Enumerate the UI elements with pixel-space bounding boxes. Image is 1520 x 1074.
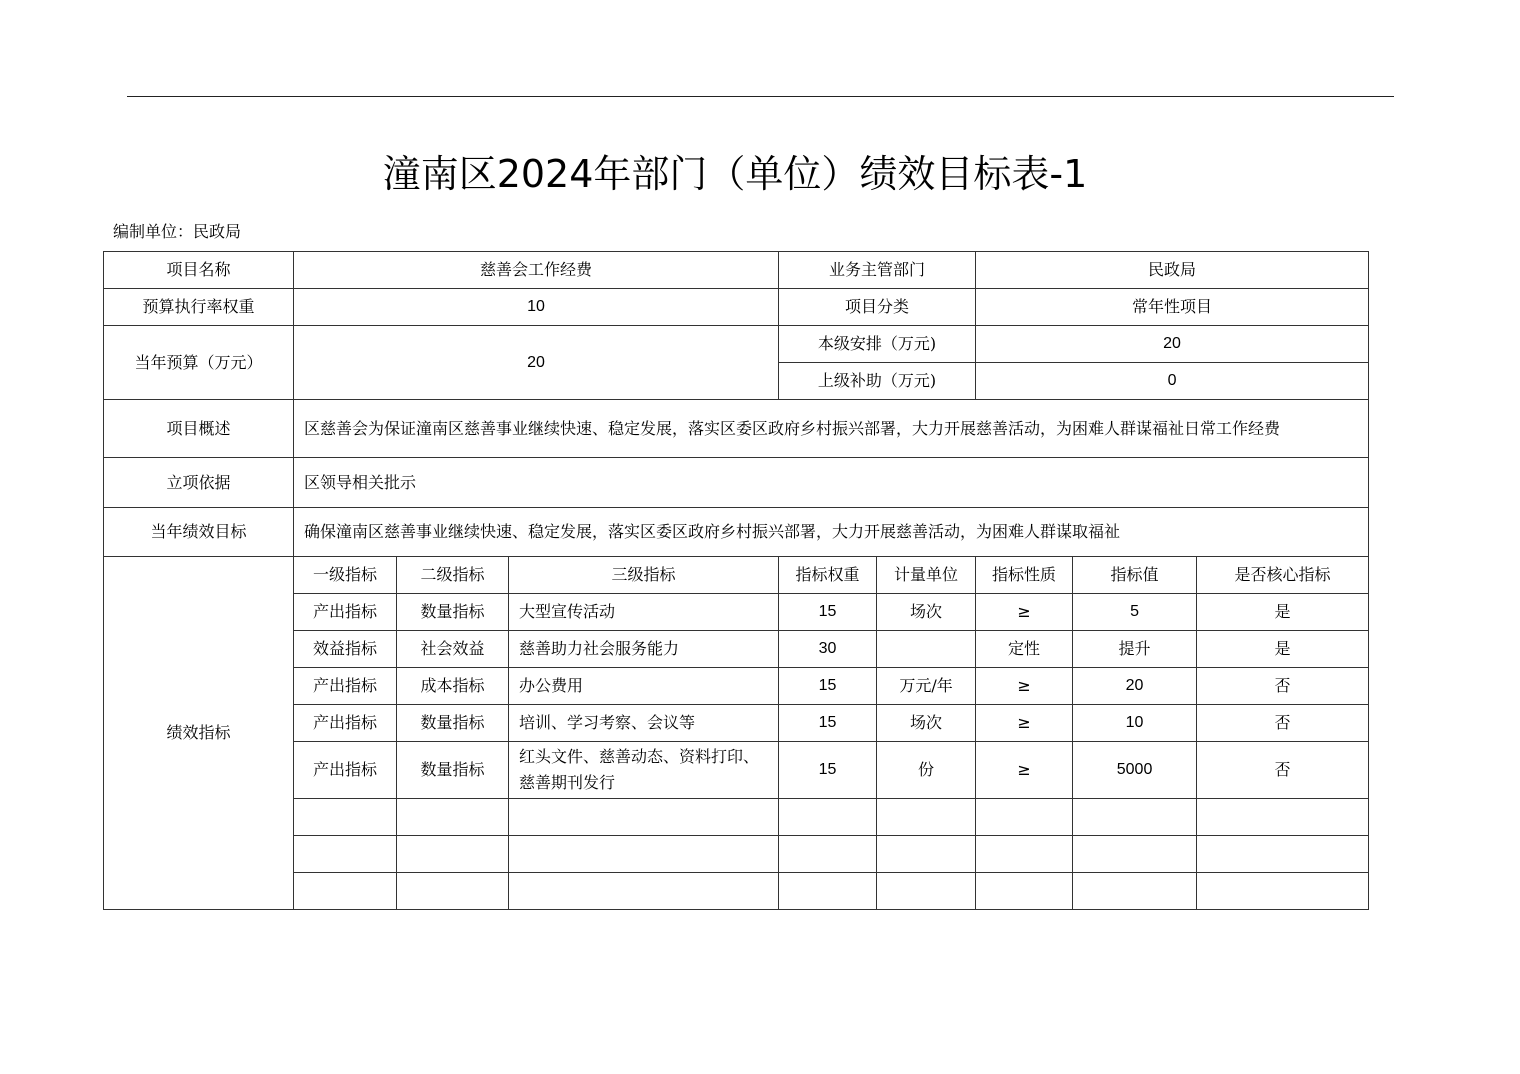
budget-value: 20 [294,326,779,400]
empty-cell [1197,836,1369,873]
level1-cell: 产出指标 [294,668,397,705]
exec-weight-value: 10 [294,289,779,326]
empty-cell [294,873,397,910]
empty-cell [779,799,877,836]
row-basis [104,458,1369,508]
value-cell: 提升 [1073,631,1197,668]
overview-label: 项目概述 [104,400,294,458]
nature-cell: ≥ [976,705,1073,742]
nature-cell: 定性 [976,631,1073,668]
overview-value: 区慈善会为保证潼南区慈善事业继续快速、稳定发展，落实区委区政府乡村振兴部署，大力开展慈善活动，为困难人群谋福祉日常工作经费 [294,400,1369,458]
row-overview [104,400,1369,458]
level3-cell: 慈善助力社会服务能力 [509,631,779,668]
empty-cell [976,799,1073,836]
empty-row [104,836,1369,873]
header-core: 是否核心指标 [1197,557,1369,594]
row-project-name [104,252,1369,289]
header-level3: 三级指标 [509,557,779,594]
exec-weight-label: 预算执行率权重 [104,289,294,326]
value-cell: 5000 [1073,742,1197,799]
empty-cell [1073,836,1197,873]
table-row [104,668,1369,705]
level2-cell: 成本指标 [397,668,509,705]
local-label: 本级安排（万元) [779,326,976,363]
budget-label: 当年预算（万元） [104,326,294,400]
category-label: 项目分类 [779,289,976,326]
core-cell: 否 [1197,668,1369,705]
empty-cell [779,836,877,873]
empty-cell [294,799,397,836]
level2-cell: 社会效益 [397,631,509,668]
header-level2: 二级指标 [397,557,509,594]
project-name-label: 项目名称 [104,252,294,289]
unit-cell: 场次 [877,594,976,631]
row-goal [104,508,1369,557]
compiling-unit: 编制单位：民政局 [113,222,242,241]
unit-cell [877,631,976,668]
core-cell: 否 [1197,742,1369,799]
core-cell: 是 [1197,594,1369,631]
table-row [104,594,1369,631]
level1-cell: 产出指标 [294,594,397,631]
unit-cell: 万元/年 [877,668,976,705]
weight-cell: 15 [779,594,877,631]
empty-row [104,799,1369,836]
weight-cell: 30 [779,631,877,668]
dept-value: 民政局 [976,252,1369,289]
empty-cell [976,836,1073,873]
level3-cell: 办公费用 [509,668,779,705]
header-rule [127,96,1394,97]
indicators-section-label: 绩效指标 [104,557,294,910]
performance-target-table [103,251,1369,910]
table-row [104,742,1369,799]
level3-cell: 大型宣传活动 [509,594,779,631]
value-cell: 10 [1073,705,1197,742]
indicator-header-row [104,557,1369,594]
page-title: 潼南区2024年部门（单位）绩效目标表-1 [382,152,1088,196]
empty-row [104,873,1369,910]
empty-cell [877,836,976,873]
core-cell: 否 [1197,705,1369,742]
nature-cell: ≥ [976,742,1073,799]
level2-cell: 数量指标 [397,742,509,799]
basis-value: 区领导相关批示 [294,458,1369,508]
level3-cell: 红头文件、慈善动态、资料打印、慈善期刊发行 [509,742,779,799]
row-exec-weight [104,289,1369,326]
unit-cell: 份 [877,742,976,799]
level1-cell: 产出指标 [294,705,397,742]
header-value: 指标值 [1073,557,1197,594]
weight-cell: 15 [779,742,877,799]
level3-cell: 培训、学习考察、会议等 [509,705,779,742]
header-weight: 指标权重 [779,557,877,594]
empty-cell [397,799,509,836]
empty-cell [877,799,976,836]
empty-cell [1073,799,1197,836]
local-value: 20 [976,326,1369,363]
basis-label: 立项依据 [104,458,294,508]
level2-cell: 数量指标 [397,705,509,742]
value-cell: 20 [1073,668,1197,705]
empty-cell [509,799,779,836]
goal-value: 确保潼南区慈善事业继续快速、稳定发展，落实区委区政府乡村振兴部署，大力开展慈善活动，为困难人群谋取福祉 [294,508,1369,557]
empty-cell [877,873,976,910]
header-level1: 一级指标 [294,557,397,594]
empty-cell [1197,799,1369,836]
empty-cell [509,836,779,873]
level2-cell: 数量指标 [397,594,509,631]
nature-cell: ≥ [976,668,1073,705]
empty-cell [976,873,1073,910]
nature-cell: ≥ [976,594,1073,631]
empty-cell [294,836,397,873]
upper-label: 上级补助（万元) [779,363,976,400]
level1-cell: 效益指标 [294,631,397,668]
weight-cell: 15 [779,705,877,742]
table-row [104,631,1369,668]
table-row [104,705,1369,742]
row-budget [104,326,1369,363]
empty-cell [397,873,509,910]
level1-cell: 产出指标 [294,742,397,799]
empty-cell [509,873,779,910]
project-name-value: 慈善会工作经费 [294,252,779,289]
upper-value: 0 [976,363,1369,400]
header-unit: 计量单位 [877,557,976,594]
empty-cell [1073,873,1197,910]
goal-label: 当年绩效目标 [104,508,294,557]
dept-label: 业务主管部门 [779,252,976,289]
unit-cell: 场次 [877,705,976,742]
value-cell: 5 [1073,594,1197,631]
empty-cell [779,873,877,910]
header-nature: 指标性质 [976,557,1073,594]
empty-cell [397,836,509,873]
weight-cell: 15 [779,668,877,705]
core-cell: 是 [1197,631,1369,668]
empty-cell [1197,873,1369,910]
category-value: 常年性项目 [976,289,1369,326]
